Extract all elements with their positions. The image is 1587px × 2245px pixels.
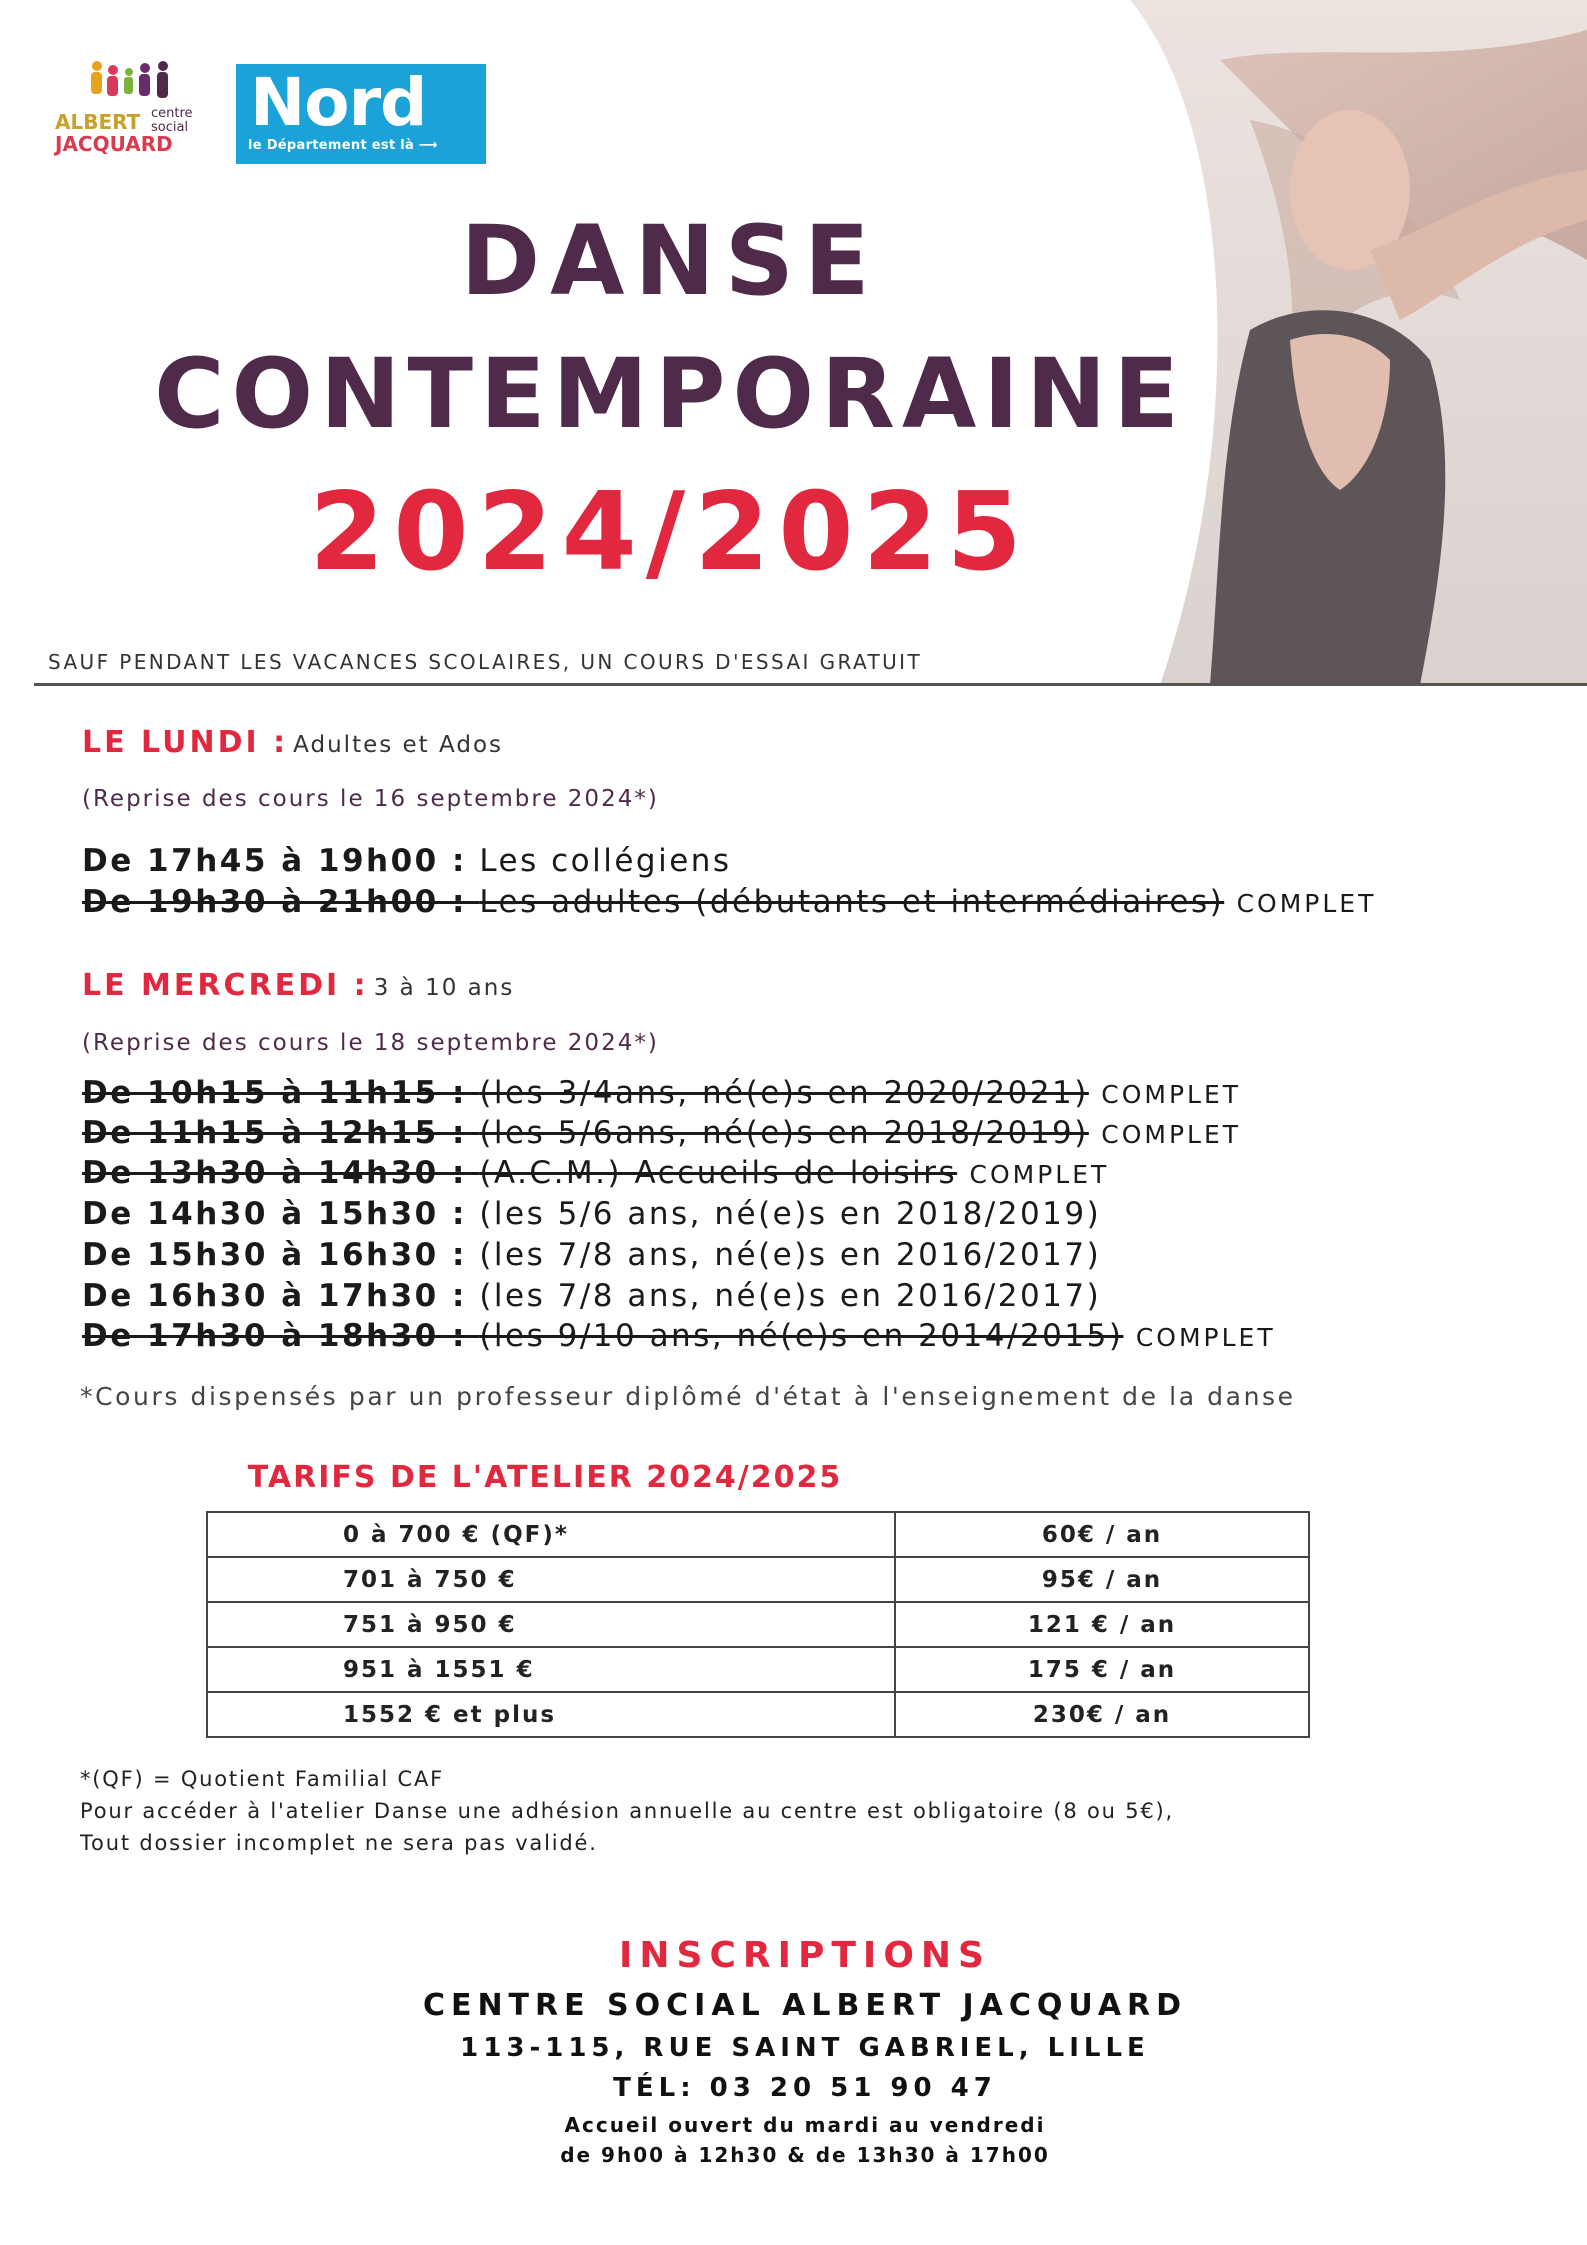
slot-desc: Les adultes (débutants et intermédiaires) — [479, 884, 1225, 920]
table-row — [207, 1692, 1309, 1737]
slot-status: COMPLET — [1236, 889, 1377, 918]
tarif-range: 751 à 950 € — [207, 1602, 895, 1647]
logo-albert-text: ALBERT — [55, 110, 141, 134]
inscriptions-phone: TÉL: 03 20 51 90 47 — [613, 2073, 997, 2103]
slot-time: De 17h45 à 19h00 : — [82, 843, 467, 879]
horizontal-divider — [34, 683, 1587, 686]
inscriptions-address: 113-115, RUE SAINT GABRIEL, LILLE — [460, 2033, 1150, 2063]
albert-jacquard-logo — [55, 60, 205, 160]
slot-time: De 17h30 à 18h30 : — [82, 1318, 467, 1354]
tarif-range: 701 à 750 € — [207, 1557, 895, 1602]
mercredi-slot-5 — [82, 1237, 1101, 1273]
family-figures-icon — [55, 60, 205, 110]
tarifs-title: TARIFS DE L'ATELIER 2024/2025 — [247, 1460, 843, 1495]
title-season: 2024/2025 — [309, 470, 1031, 595]
slot-time: De 11h15 à 12h15 : — [82, 1115, 467, 1151]
slot-desc: (les 9/10 ans, né(e)s en 2014/2015) — [479, 1318, 1124, 1354]
mercredi-slot-6 — [82, 1278, 1101, 1314]
slot-desc: (les 5/6ans, né(e)s en 2018/2019) — [479, 1115, 1089, 1151]
tarif-price: 60€ / an — [895, 1512, 1309, 1557]
logo-social-text: social — [151, 120, 189, 135]
tarif-price: 175 € / an — [895, 1647, 1309, 1692]
nord-logo-name: Nord — [250, 64, 427, 141]
slot-status: COMPLET — [1101, 1080, 1242, 1109]
slot-time: De 16h30 à 17h30 : — [82, 1278, 467, 1314]
title-danse: DANSE — [460, 205, 880, 317]
mercredi-heading — [82, 968, 514, 1003]
footnote-adhesion: Pour accéder à l'atelier Danse une adhésion annuelle au centre est obligatoire (8 ou 5€), — [80, 1799, 1174, 1823]
tarif-range: 0 à 700 € (QF)* — [207, 1512, 895, 1557]
tarifs-table — [206, 1511, 1310, 1738]
slot-time: De 14h30 à 15h30 : — [82, 1196, 467, 1232]
mercredi-slot-4 — [82, 1196, 1101, 1232]
tarif-range: 951 à 1551 € — [207, 1647, 895, 1692]
tarif-price: 230€ / an — [895, 1692, 1309, 1737]
table-row — [207, 1512, 1309, 1557]
lundi-slot-1 — [82, 843, 732, 879]
slot-time: De 19h30 à 21h00 : — [82, 884, 467, 920]
table-row — [207, 1647, 1309, 1692]
slot-desc: (les 7/8 ans, né(e)s en 2016/2017) — [479, 1278, 1102, 1314]
mercredi-audience: 3 à 10 ans — [373, 975, 515, 1001]
logo-centre-text: centre — [151, 106, 193, 121]
slot-status: COMPLET — [1135, 1323, 1276, 1352]
tarif-range: 1552 € et plus — [207, 1692, 895, 1737]
slot-time: De 10h15 à 11h15 : — [82, 1075, 467, 1111]
slot-desc: (les 5/6 ans, né(e)s en 2018/2019) — [479, 1196, 1102, 1232]
slot-status: COMPLET — [1101, 1120, 1242, 1149]
footnote-dossier: Tout dossier incomplet ne sera pas validé. — [80, 1831, 598, 1855]
tarif-price: 95€ / an — [895, 1557, 1309, 1602]
mercredi-label: LE MERCREDI : — [82, 968, 369, 1003]
mercredi-slot-3 — [82, 1155, 1109, 1191]
slot-desc: Les collégiens — [479, 843, 732, 879]
inscriptions-hours-1: Accueil ouvert du mardi au vendredi — [564, 2113, 1046, 2137]
inscriptions-hours-2: de 9h00 à 12h30 & de 13h30 à 17h00 — [560, 2143, 1050, 2167]
lundi-audience: Adultes et Ados — [293, 732, 503, 758]
footnote-qf: *(QF) = Quotient Familial CAF — [80, 1767, 445, 1791]
table-row — [207, 1557, 1309, 1602]
mercredi-slot-1 — [82, 1075, 1241, 1111]
slot-status: COMPLET — [969, 1160, 1110, 1189]
slot-time: De 15h30 à 16h30 : — [82, 1237, 467, 1273]
logo-jacquard-text: JACQUARD — [55, 132, 173, 156]
mercredi-slot-2 — [82, 1115, 1241, 1151]
note-professeur: *Cours dispensés par un professeur diplômé d'état à l'enseignement de la danse — [80, 1382, 1296, 1411]
lundi-slot-2 — [82, 884, 1376, 920]
table-row — [207, 1602, 1309, 1647]
nord-logo — [236, 64, 486, 164]
slot-desc: (les 7/8 ans, né(e)s en 2016/2017) — [479, 1237, 1102, 1273]
lundi-label: LE LUNDI : — [82, 725, 289, 760]
mercredi-slot-7 — [82, 1318, 1276, 1354]
slot-desc: (les 3/4ans, né(e)s en 2020/2021) — [479, 1075, 1089, 1111]
inscriptions-centre-name: CENTRE SOCIAL ALBERT JACQUARD — [422, 1988, 1188, 2023]
mercredi-reprise: (Reprise des cours le 18 septembre 2024*) — [82, 1030, 659, 1056]
lundi-heading — [82, 725, 503, 760]
slot-desc: (A.C.M.) Accueils de loisirs — [479, 1155, 958, 1191]
lundi-reprise: (Reprise des cours le 16 septembre 2024*) — [82, 786, 659, 812]
inscriptions-title: INSCRIPTIONS — [619, 1935, 991, 1976]
slot-time: De 13h30 à 14h30 : — [82, 1155, 467, 1191]
tarif-price: 121 € / an — [895, 1602, 1309, 1647]
nord-logo-tagline: le Département est là ⟶ — [248, 138, 438, 153]
subtitle-vacances: SAUF PENDANT LES VACANCES SCOLAIRES, UN COURS D'ESSAI GRATUIT — [48, 650, 923, 674]
title-contemporaine: CONTEMPORAINE — [154, 338, 1186, 450]
